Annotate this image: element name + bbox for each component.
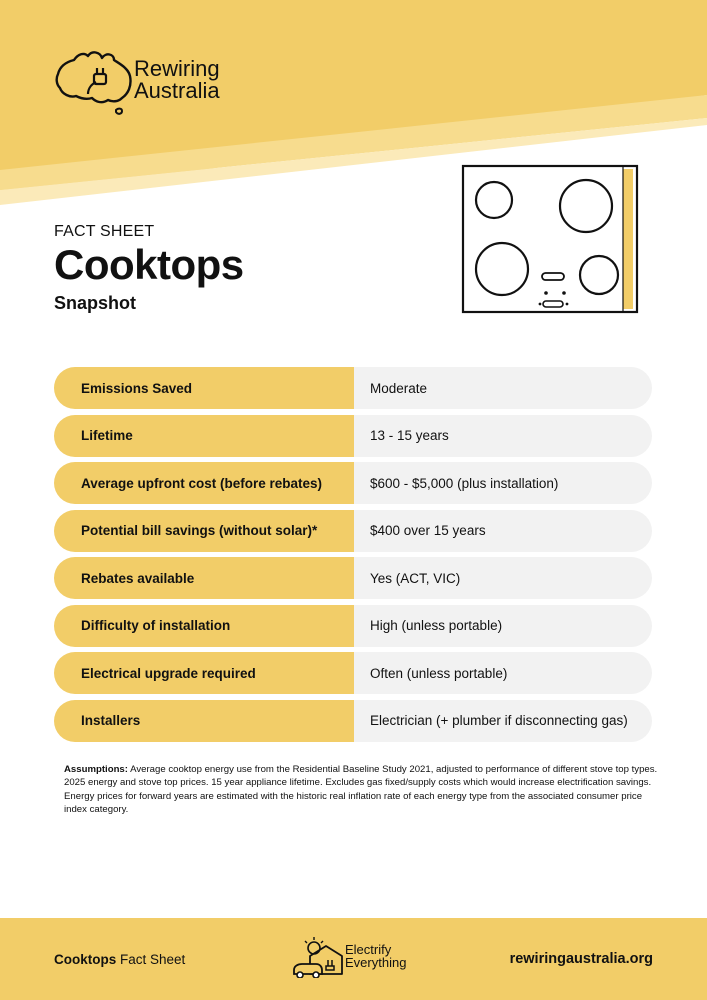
footer-doc-title <box>54 952 185 967</box>
ee-line-2: Everything <box>345 955 407 970</box>
table-row <box>54 510 652 552</box>
brand-line-1: Rewiring <box>134 56 220 81</box>
brand-name <box>134 58 220 102</box>
electrify-everything-wordmark <box>345 943 406 969</box>
row-key: Lifetime <box>54 415 354 457</box>
row-value: Often (unless portable) <box>354 652 652 694</box>
table-row <box>54 367 652 409</box>
row-value: $400 over 15 years <box>354 510 652 552</box>
row-key: Emissions Saved <box>54 367 354 409</box>
row-key: Potential bill savings (without solar)* <box>54 510 354 552</box>
table-row <box>54 605 652 647</box>
footer <box>0 918 707 1000</box>
page-title: Cooktops <box>54 241 244 288</box>
fact-sheet-label: FACT SHEET <box>54 223 155 240</box>
table-row <box>54 652 652 694</box>
table-row <box>54 415 652 457</box>
assumptions-text: Average cooktop energy use from the Residential Baseline Study 2021, adjusted to performance of different stove top types. 2025 energy and stove top prices. 15 year appliance lifetime. Excludes gas fixed/supply costs which would increase electrification savings. Energy prices for forward years are estimated with the historic real inflation rate of each energy type from the associated consumer price index category. <box>64 764 658 815</box>
row-value: Moderate <box>354 367 652 409</box>
footer-title-bold: Cooktops <box>54 952 117 967</box>
footer-title-rest: Fact Sheet <box>116 952 186 967</box>
table-row <box>54 700 652 742</box>
snapshot-table <box>54 367 652 747</box>
page-subtitle: Snapshot <box>54 293 137 313</box>
website-link[interactable]: rewiringaustralia.org <box>509 951 653 967</box>
cooktop-illustration <box>460 163 640 315</box>
table-row <box>54 557 652 599</box>
row-value: $600 - $5,000 (plus installation) <box>354 462 652 504</box>
row-key: Average upfront cost (before rebates) <box>54 462 354 504</box>
row-key: Electrical upgrade required <box>54 652 354 694</box>
row-key: Rebates available <box>54 557 354 599</box>
row-value: Electrician (+ plumber if disconnecting gas) <box>354 700 652 742</box>
brand-line-2: Australia <box>134 78 220 103</box>
table-row <box>54 462 652 504</box>
ee-line-1: Electrify <box>345 942 392 957</box>
row-value: Yes (ACT, VIC) <box>354 557 652 599</box>
row-key: Difficulty of installation <box>54 605 354 647</box>
row-key: Installers <box>54 700 354 742</box>
title-block <box>54 223 244 313</box>
row-value: 13 - 15 years <box>354 415 652 457</box>
assumptions-note <box>64 763 664 816</box>
row-value: High (unless portable) <box>354 605 652 647</box>
assumptions-label: Assumptions: <box>64 764 128 775</box>
